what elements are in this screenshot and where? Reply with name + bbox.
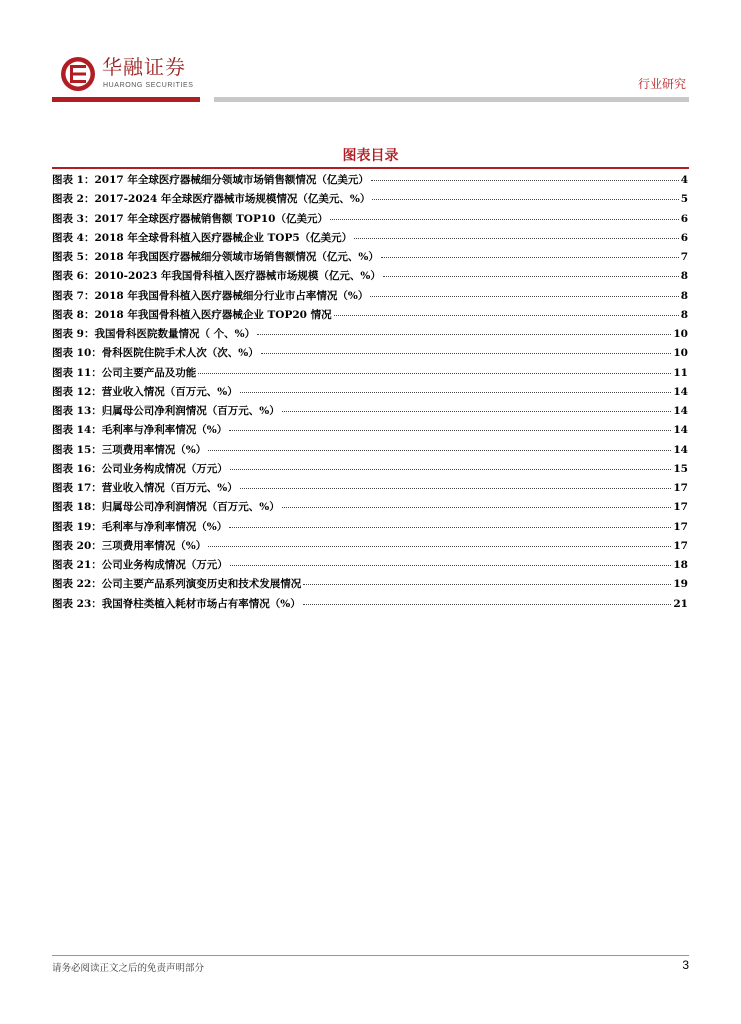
toc-item[interactable] — [52, 230, 688, 249]
toc-leader-dots — [372, 199, 678, 200]
toc-item-label: 图表 20：三项费用率情况（%） — [52, 539, 207, 552]
toc-item-page: 8 — [680, 270, 688, 283]
toc-item-label: 图表 17：营业收入情况（百万元、%） — [52, 482, 238, 494]
toc-item-label: 图表 23：我国脊柱类植入耗材市场占有率情况（%） — [52, 597, 301, 610]
footer-disclaimer: 请务必阅读正文之后的免责声明部分 — [52, 963, 205, 974]
toc-item-label: 图表 13：归属母公司净利润情况（百万元、%） — [52, 405, 280, 417]
toc-leader-dots — [381, 257, 679, 258]
toc-item[interactable] — [52, 596, 688, 615]
toc-leader-dots — [208, 546, 671, 547]
toc-item-page: 10 — [673, 347, 688, 360]
section-tag: 行业研究 — [637, 77, 686, 91]
brand-name-cn: 华融证券 — [102, 55, 186, 79]
toc-item-label: 图表 6：2010-2023 年我国骨科植入医疗器械市场规模（亿元、%） — [52, 270, 381, 283]
toc-leader-dots — [229, 527, 671, 528]
toc-item[interactable] — [52, 172, 688, 191]
toc-item-page: 6 — [680, 231, 688, 244]
toc-leader-dots — [303, 604, 672, 605]
toc-item[interactable] — [52, 307, 688, 326]
toc-leader-dots — [230, 469, 672, 470]
toc-item-page: 18 — [673, 559, 688, 571]
toc-item-page: 17 — [673, 520, 688, 533]
toc-item[interactable] — [52, 211, 688, 230]
toc-item[interactable] — [52, 384, 688, 403]
toc-leader-dots — [371, 180, 679, 181]
toc-leader-dots — [370, 296, 678, 297]
toc-leader-dots — [261, 353, 672, 354]
footer-rule — [52, 955, 689, 956]
toc-item-label: 图表 18：归属母公司净利润情况（百万元、%） — [52, 501, 280, 514]
toc-title: 图表目录 — [342, 148, 399, 164]
toc-leader-dots — [334, 315, 679, 316]
toc-leader-dots — [230, 565, 672, 566]
toc-item[interactable] — [52, 442, 688, 461]
footer-page-number: 3 — [682, 958, 689, 972]
toc-item-label: 图表 5：2018 年我国医疗器械细分领域市场销售额情况（亿元、%） — [52, 251, 379, 263]
toc-item[interactable] — [52, 557, 688, 576]
toc-item[interactable] — [52, 538, 688, 557]
toc-item-page: 11 — [673, 366, 688, 379]
toc-item-page: 8 — [680, 289, 688, 302]
huarong-logo-icon — [60, 56, 96, 92]
toc-item[interactable] — [52, 480, 688, 499]
toc-item-page: 17 — [673, 539, 688, 552]
toc-leader-dots — [303, 584, 671, 585]
toc-leader-dots — [354, 238, 679, 239]
toc-item-label: 图表 10：骨科医院住院手术人次（次、%） — [52, 347, 259, 360]
toc-item-label: 图表 16：公司业务构成情况（万元） — [52, 462, 228, 475]
toc-item-label: 图表 4：2018 年全球骨科植入医疗器械企业 TOP5（亿美元） — [52, 231, 353, 244]
toc-item-page: 21 — [673, 597, 688, 610]
header-gray-bar — [214, 97, 689, 102]
toc-leader-dots — [198, 373, 671, 374]
toc-item-label: 图表 12：营业收入情况（百万元、%） — [52, 385, 238, 398]
toc-item[interactable] — [52, 191, 688, 210]
toc-item-page: 8 — [680, 308, 688, 321]
toc-item[interactable] — [52, 249, 688, 268]
toc-leader-dots — [383, 276, 679, 277]
toc-item-page: 14 — [673, 385, 688, 398]
toc-leader-dots — [282, 507, 672, 508]
toc-leader-dots — [282, 411, 672, 412]
toc-item-label: 图表 2：2017-2024 年全球医疗器械市场规模情况（亿美元、%） — [52, 193, 371, 206]
toc-item-page: 14 — [673, 443, 688, 456]
header-accent-bar — [52, 97, 200, 102]
toc-leader-dots — [240, 488, 672, 489]
toc-item-label: 图表 11：公司主要产品及功能 — [52, 366, 197, 379]
toc-item[interactable] — [52, 461, 688, 480]
toc-item-page: 7 — [680, 251, 688, 263]
toc-item-label: 图表 3：2017 年全球医疗器械销售额 TOP10（亿美元） — [52, 212, 328, 225]
toc-leader-dots — [208, 450, 671, 451]
toc-item-label: 图表 7：2018 年我国骨科植入医疗器械细分行业市占率情况（%） — [52, 289, 369, 302]
toc-item-page: 10 — [673, 328, 688, 340]
toc-item-page: 14 — [673, 424, 688, 437]
toc-item[interactable] — [52, 326, 688, 345]
toc-item-label: 图表 15：三项费用率情况（%） — [52, 443, 207, 456]
toc-item-page: 17 — [673, 482, 688, 494]
toc-item-label: 图表 22：公司主要产品系列演变历史和技术发展情况 — [52, 578, 302, 591]
toc-item-label: 图表 19：毛利率与净利率情况（%） — [52, 520, 228, 533]
toc-item-page: 6 — [680, 212, 688, 225]
toc-item-label: 图表 9：我国骨科医院数量情况（ 个、%） — [52, 328, 256, 340]
toc-item-page: 14 — [673, 405, 688, 417]
toc-item-page: 5 — [680, 193, 688, 206]
toc-list — [52, 172, 688, 615]
toc-item-label: 图表 21：公司业务构成情况（万元） — [52, 559, 228, 571]
toc-leader-dots — [330, 219, 679, 220]
toc-item-label: 图表 1：2017 年全球医疗器械细分领域市场销售额情况（亿美元） — [52, 174, 369, 186]
toc-leader-dots — [229, 430, 671, 431]
brand-name-en: HUARONG SECURITIES — [103, 82, 194, 89]
toc-item[interactable] — [52, 499, 688, 518]
toc-item[interactable] — [52, 365, 688, 384]
toc-leader-dots — [240, 392, 672, 393]
toc-item[interactable] — [52, 422, 688, 441]
toc-item[interactable] — [52, 519, 688, 538]
toc-item-label: 图表 14：毛利率与净利率情况（%） — [52, 424, 228, 437]
toc-item-page: 15 — [673, 462, 688, 475]
toc-item-page: 17 — [673, 501, 688, 514]
toc-item[interactable] — [52, 576, 688, 595]
toc-leader-dots — [257, 334, 671, 335]
toc-item-page: 4 — [680, 174, 688, 186]
toc-item[interactable] — [52, 403, 688, 422]
toc-title-rule — [52, 167, 689, 169]
toc-item[interactable] — [52, 345, 688, 364]
toc-item[interactable] — [52, 288, 688, 307]
toc-item-page: 19 — [673, 578, 688, 591]
toc-item-label: 图表 8：2018 年我国骨科植入医疗器械企业 TOP20 情况 — [52, 308, 332, 321]
toc-item[interactable] — [52, 268, 688, 287]
